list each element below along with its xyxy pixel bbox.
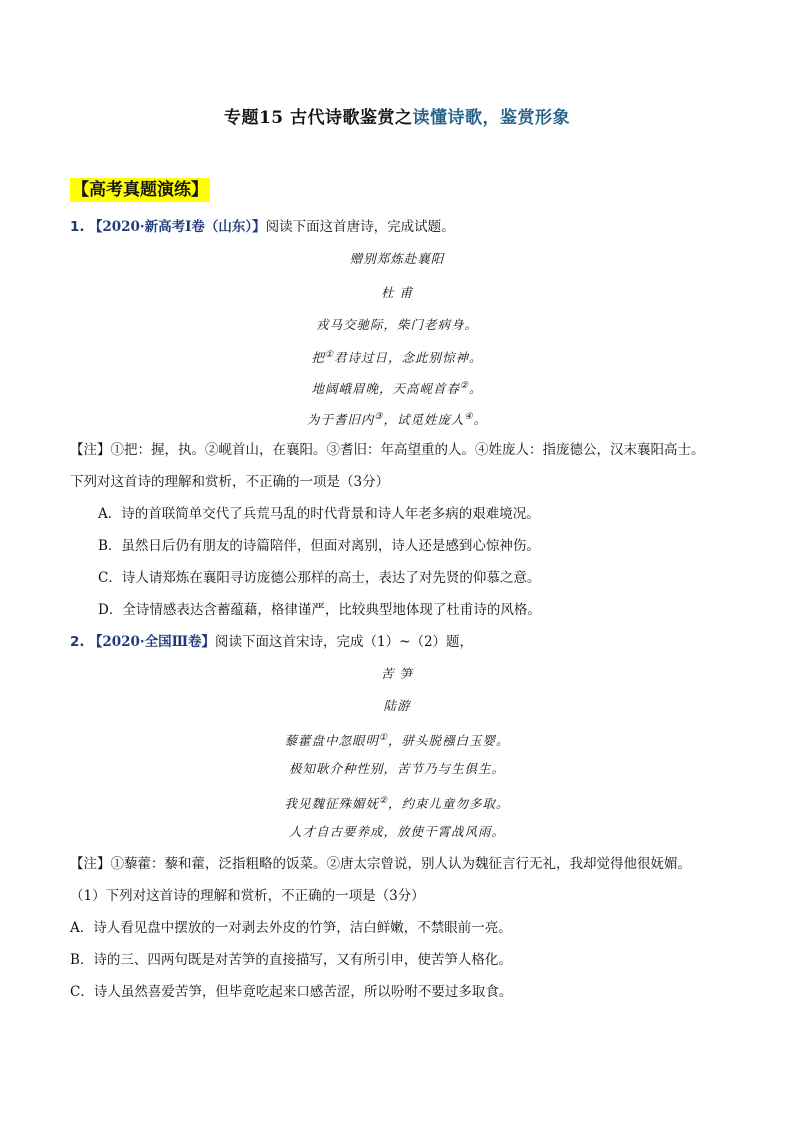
q2-poem-line-2: 极知耿介种性别，苦节乃与生俱生。 [288, 761, 505, 776]
q2-prompt: 阅读下面这首宋诗，完成（1）~（2）题， [215, 634, 474, 650]
q1-option-a: A．诗的首联简单交代了兵荒马乱的时代背景和诗人年老多病的艰难境况。 [98, 506, 540, 522]
q2-poem-line-3: 我见魏征殊媚妩②，约束儿童勿多取。 [284, 796, 510, 812]
q2-header [70, 633, 473, 651]
q1-question: 下列对这首诗的理解和赏析，不正确的一项是（3分） [70, 474, 390, 490]
title-prefix: 专题15 古代诗歌鉴赏之 [223, 108, 413, 128]
q2-note: 【注】①藜藿：藜和藿，泛指粗略的饭菜。②唐太宗曾说，别人认为魏征言行无礼，我却觉得他很妩媚。 [70, 856, 691, 872]
q2-option-b: B．诗的三、四两句既是对苦笋的直接描写，又有所引申，使苦笋人格化。 [70, 952, 512, 968]
section-heading: 【高考真题演练】 [72, 180, 208, 200]
q2-question: （1）下列对这首诗的理解和赏析，不正确的一项是（3分） [70, 888, 425, 904]
q2-option-c: C．诗人虽然喜爱苦笋，但毕竟吃起来口感苦涩，所以吩咐不要过多取食。 [70, 984, 513, 1000]
q1-prompt: 阅读下面这首唐诗，完成试题。 [265, 219, 455, 235]
q1-poem-line-4: 为于耆旧内③，试觅姓庞人④。 [306, 412, 488, 428]
q2-poem-line-1: 藜藿盘中忽眼明①，骈头脱襁白玉婴。 [284, 733, 510, 749]
q1-poem-line-2: 把①君诗过日，念此别惊神。 [311, 350, 483, 366]
q1-number: 1. [70, 219, 85, 235]
q1-note: 【注】①把：握，执。②岘首山，在襄阳。③耆旧：年高望重的人。④姓庞人：指庞德公，汉末襄阳高士。 [70, 442, 705, 458]
q1-option-d: D．全诗情感表达含蓄蕴藉，格律谨严，比较典型地体现了杜甫诗的风格。 [98, 602, 541, 618]
q2-source: 【2020·全国Ⅲ卷】 [88, 634, 216, 650]
q2-poem-title: 苦 笋 [381, 666, 413, 681]
q2-number: 2. [70, 634, 85, 650]
q1-option-b: B．虽然日后仍有朋友的诗篇陪伴，但面对离别，诗人还是感到心惊神伤。 [98, 538, 540, 554]
q1-poem-title: 赠别郑炼赴襄阳 [349, 251, 445, 266]
q1-header [70, 218, 455, 236]
q1-poem-line-1: 戎马交驰际，柴门老病身。 [315, 317, 478, 332]
q2-poem-author: 陆游 [383, 698, 411, 713]
q2-poem-line-4: 人才自古要养成，放使干霄战风雨。 [288, 824, 505, 839]
page-title [0, 103, 794, 128]
q2-option-a: A．诗人看见盘中摆放的一对剥去外皮的竹笋，洁白鲜嫩，不禁眼前一亮。 [70, 920, 512, 936]
q1-poem-author: 杜 甫 [381, 285, 413, 300]
title-accent: 读懂诗歌，鉴赏形象 [412, 108, 571, 128]
q1-option-c: C．诗人请郑炼在襄阳寻访庞德公那样的高士，表达了对先贤的仰慕之意。 [98, 570, 541, 586]
q1-poem-line-3: 地阔峨眉晚，天高岘首春②。 [311, 381, 483, 397]
q1-source: 【2020·新高考Ⅰ卷（山东）】 [88, 219, 266, 235]
